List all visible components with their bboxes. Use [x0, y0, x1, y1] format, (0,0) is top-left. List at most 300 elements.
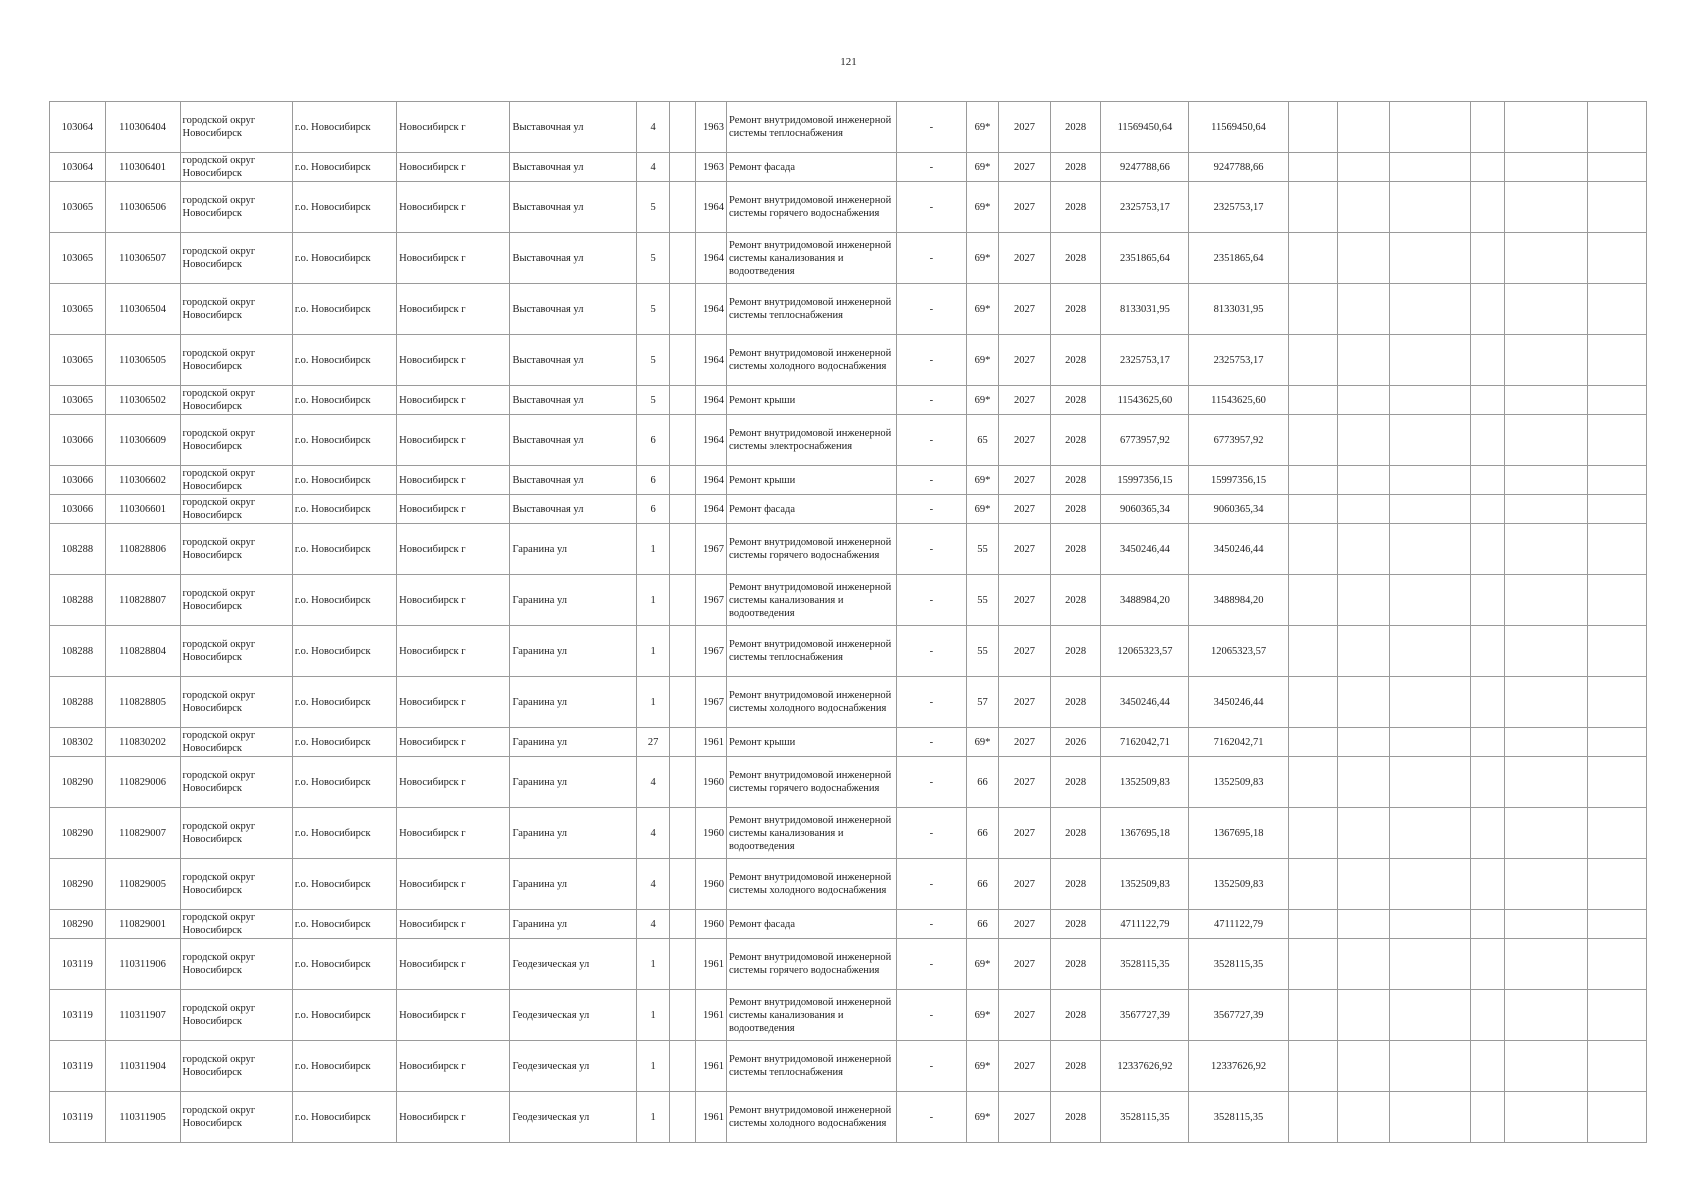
cell-work-type: Ремонт внутридомовой инженерной системы горячего водоснабжения [727, 524, 897, 575]
cell-plan-from: 2027 [999, 859, 1051, 910]
cell-city: Новосибирск г [397, 990, 510, 1041]
cell-municipality: городской округ Новосибирск [180, 495, 292, 524]
cell-plan-to: 2028 [1050, 466, 1101, 495]
cell-cost: 3528115,35 [1101, 939, 1189, 990]
cell-wear: 69* [966, 495, 998, 524]
cell-plan-from: 2027 [999, 182, 1051, 233]
cell-id: 103065 [50, 386, 106, 415]
cell-cost: 3488984,20 [1101, 575, 1189, 626]
cell-code: 110306506 [105, 182, 180, 233]
cell-street: Гаранина ул [510, 524, 637, 575]
cell-empty [1505, 466, 1588, 495]
cell-dash: - [897, 910, 967, 939]
cell-city: Новосибирск г [397, 575, 510, 626]
cell-plan-to: 2028 [1050, 182, 1101, 233]
cell-city: Новосибирск г [397, 386, 510, 415]
cell-id: 103066 [50, 466, 106, 495]
cell-building [670, 153, 695, 182]
cell-plan-from: 2027 [999, 757, 1051, 808]
cell-municipality: городской округ Новосибирск [180, 677, 292, 728]
cell-year: 1960 [695, 910, 726, 939]
table-row [50, 524, 1647, 575]
cell-city: Новосибирск г [397, 728, 510, 757]
cell-dash: - [897, 233, 967, 284]
cell-code: 110828805 [105, 677, 180, 728]
cell-id: 103066 [50, 415, 106, 466]
cell-year: 1964 [695, 386, 726, 415]
cell-building [670, 575, 695, 626]
cell-dash: - [897, 677, 967, 728]
cell-district: г.о. Новосибирск [292, 990, 396, 1041]
cell-code: 110828806 [105, 524, 180, 575]
cell-building [670, 102, 695, 153]
table-row [50, 466, 1647, 495]
cell-building [670, 859, 695, 910]
cell-cost-total: 2325753,17 [1189, 182, 1288, 233]
cell-year: 1963 [695, 102, 726, 153]
cell-empty [1505, 728, 1588, 757]
cell-district: г.о. Новосибирск [292, 335, 396, 386]
cell-wear: 65 [966, 415, 998, 466]
cell-plan-from: 2027 [999, 335, 1051, 386]
cell-dash: - [897, 859, 967, 910]
cell-wear: 57 [966, 677, 998, 728]
table-row [50, 677, 1647, 728]
cell-empty [1505, 386, 1588, 415]
cell-building [670, 990, 695, 1041]
cell-wear: 55 [966, 575, 998, 626]
cell-empty [1505, 1092, 1588, 1143]
cell-house: 4 [636, 808, 669, 859]
cell-empty [1288, 1041, 1338, 1092]
cell-year: 1961 [695, 939, 726, 990]
cell-cost-total: 15997356,15 [1189, 466, 1288, 495]
cell-empty [1505, 626, 1588, 677]
cell-plan-from: 2027 [999, 575, 1051, 626]
cell-empty [1505, 233, 1588, 284]
cell-wear: 66 [966, 910, 998, 939]
cell-empty [1470, 102, 1504, 153]
cell-empty [1470, 990, 1504, 1041]
cell-empty [1470, 415, 1504, 466]
cell-empty [1588, 495, 1647, 524]
cell-empty [1338, 910, 1390, 939]
table-row [50, 757, 1647, 808]
cell-plan-to: 2026 [1050, 728, 1101, 757]
table-row [50, 182, 1647, 233]
cell-code: 110830202 [105, 728, 180, 757]
cell-dash: - [897, 1092, 967, 1143]
cell-district: г.о. Новосибирск [292, 153, 396, 182]
cell-city: Новосибирск г [397, 335, 510, 386]
cell-empty [1505, 808, 1588, 859]
cell-plan-from: 2027 [999, 1041, 1051, 1092]
cell-street: Гаранина ул [510, 757, 637, 808]
cell-year: 1960 [695, 859, 726, 910]
cell-city: Новосибирск г [397, 524, 510, 575]
cell-wear: 69* [966, 990, 998, 1041]
cell-plan-to: 2028 [1050, 102, 1101, 153]
cell-dash: - [897, 415, 967, 466]
cell-dash: - [897, 524, 967, 575]
cell-plan-from: 2027 [999, 495, 1051, 524]
cell-year: 1967 [695, 677, 726, 728]
cell-empty [1288, 1092, 1338, 1143]
cell-id: 103119 [50, 939, 106, 990]
cell-id: 103065 [50, 233, 106, 284]
cell-empty [1588, 910, 1647, 939]
cell-city: Новосибирск г [397, 757, 510, 808]
cell-empty [1588, 939, 1647, 990]
cell-wear: 69* [966, 233, 998, 284]
cell-building [670, 284, 695, 335]
cell-plan-from: 2027 [999, 677, 1051, 728]
cell-work-type: Ремонт внутридомовой инженерной системы горячего водоснабжения [727, 939, 897, 990]
cell-cost: 2325753,17 [1101, 182, 1189, 233]
cell-empty [1505, 990, 1588, 1041]
cell-cost: 1352509,83 [1101, 859, 1189, 910]
cell-wear: 69* [966, 153, 998, 182]
cell-code: 110311904 [105, 1041, 180, 1092]
cell-city: Новосибирск г [397, 910, 510, 939]
cell-district: г.о. Новосибирск [292, 415, 396, 466]
cell-id: 103119 [50, 1041, 106, 1092]
cell-empty [1288, 757, 1338, 808]
cell-year: 1967 [695, 626, 726, 677]
cell-cost-total: 6773957,92 [1189, 415, 1288, 466]
cell-year: 1964 [695, 284, 726, 335]
cell-empty [1389, 284, 1470, 335]
table-row [50, 495, 1647, 524]
cell-id: 103119 [50, 990, 106, 1041]
cell-wear: 69* [966, 466, 998, 495]
cell-cost-total: 9247788,66 [1189, 153, 1288, 182]
cell-dash: - [897, 1041, 967, 1092]
cell-wear: 69* [966, 939, 998, 990]
cell-house: 1 [636, 939, 669, 990]
cell-dash: - [897, 102, 967, 153]
cell-id: 103065 [50, 284, 106, 335]
cell-cost: 12065323,57 [1101, 626, 1189, 677]
cell-building [670, 757, 695, 808]
cell-dash: - [897, 335, 967, 386]
cell-building [670, 335, 695, 386]
cell-municipality: городской округ Новосибирск [180, 939, 292, 990]
cell-city: Новосибирск г [397, 284, 510, 335]
cell-municipality: городской округ Новосибирск [180, 182, 292, 233]
table-row [50, 728, 1647, 757]
cell-plan-from: 2027 [999, 1092, 1051, 1143]
cell-empty [1389, 910, 1470, 939]
cell-empty [1389, 153, 1470, 182]
cell-empty [1389, 386, 1470, 415]
cell-empty [1288, 182, 1338, 233]
cell-id: 103119 [50, 1092, 106, 1143]
cell-empty [1505, 415, 1588, 466]
cell-code: 110828804 [105, 626, 180, 677]
cell-empty [1505, 939, 1588, 990]
page-number: 121 [840, 56, 857, 68]
cell-empty [1338, 859, 1390, 910]
cell-wear: 69* [966, 102, 998, 153]
table-row [50, 284, 1647, 335]
cell-year: 1964 [695, 182, 726, 233]
cell-code: 110306609 [105, 415, 180, 466]
cell-work-type: Ремонт внутридомовой инженерной системы холодного водоснабжения [727, 677, 897, 728]
cell-cost-total: 9060365,34 [1189, 495, 1288, 524]
cell-cost: 3450246,44 [1101, 524, 1189, 575]
cell-empty [1389, 939, 1470, 990]
cell-empty [1470, 1041, 1504, 1092]
cell-empty [1338, 990, 1390, 1041]
cell-empty [1338, 626, 1390, 677]
cell-dash: - [897, 757, 967, 808]
cell-work-type: Ремонт внутридомовой инженерной системы канализования и водоотведения [727, 575, 897, 626]
cell-year: 1960 [695, 808, 726, 859]
cell-empty [1338, 728, 1390, 757]
cell-district: г.о. Новосибирск [292, 1041, 396, 1092]
cell-cost-total: 1352509,83 [1189, 757, 1288, 808]
cell-empty [1588, 466, 1647, 495]
cell-municipality: городской округ Новосибирск [180, 524, 292, 575]
table-row [50, 1092, 1647, 1143]
cell-empty [1389, 859, 1470, 910]
cell-year: 1964 [695, 415, 726, 466]
cell-cost: 2351865,64 [1101, 233, 1189, 284]
cell-building [670, 386, 695, 415]
cell-work-type: Ремонт крыши [727, 386, 897, 415]
cell-empty [1389, 524, 1470, 575]
cell-work-type: Ремонт внутридомовой инженерной системы электроснабжения [727, 415, 897, 466]
cell-municipality: городской округ Новосибирск [180, 859, 292, 910]
cell-street: Геодезическая ул [510, 1092, 637, 1143]
cell-empty [1588, 233, 1647, 284]
cell-house: 1 [636, 524, 669, 575]
cell-district: г.о. Новосибирск [292, 859, 396, 910]
cell-building [670, 233, 695, 284]
cell-cost-total: 1367695,18 [1189, 808, 1288, 859]
cell-empty [1505, 182, 1588, 233]
cell-district: г.о. Новосибирск [292, 728, 396, 757]
cell-municipality: городской округ Новосибирск [180, 757, 292, 808]
cell-district: г.о. Новосибирск [292, 1092, 396, 1143]
cell-work-type: Ремонт внутридомовой инженерной системы теплоснабжения [727, 626, 897, 677]
cell-cost: 1367695,18 [1101, 808, 1189, 859]
cell-work-type: Ремонт внутридомовой инженерной системы горячего водоснабжения [727, 182, 897, 233]
cell-dash: - [897, 466, 967, 495]
cell-work-type: Ремонт внутридомовой инженерной системы теплоснабжения [727, 1041, 897, 1092]
cell-empty [1588, 153, 1647, 182]
cell-plan-to: 2028 [1050, 415, 1101, 466]
cell-year: 1961 [695, 1041, 726, 1092]
cell-work-type: Ремонт внутридомовой инженерной системы канализования и водоотведения [727, 808, 897, 859]
cell-wear: 66 [966, 808, 998, 859]
table-row [50, 153, 1647, 182]
table-row [50, 859, 1647, 910]
cell-year: 1961 [695, 1092, 726, 1143]
cell-district: г.о. Новосибирск [292, 284, 396, 335]
cell-empty [1338, 524, 1390, 575]
cell-empty [1338, 808, 1390, 859]
cell-code: 110829006 [105, 757, 180, 808]
cell-plan-from: 2027 [999, 910, 1051, 939]
cell-municipality: городской округ Новосибирск [180, 1041, 292, 1092]
cell-empty [1389, 626, 1470, 677]
cell-plan-from: 2027 [999, 990, 1051, 1041]
cell-cost: 9060365,34 [1101, 495, 1189, 524]
cell-empty [1470, 524, 1504, 575]
cell-street: Выставочная ул [510, 466, 637, 495]
cell-plan-to: 2028 [1050, 1041, 1101, 1092]
table-row [50, 335, 1647, 386]
cell-city: Новосибирск г [397, 677, 510, 728]
cell-plan-to: 2028 [1050, 284, 1101, 335]
cell-street: Выставочная ул [510, 335, 637, 386]
cell-empty [1505, 1041, 1588, 1092]
cell-empty [1338, 677, 1390, 728]
cell-plan-from: 2027 [999, 233, 1051, 284]
cell-empty [1338, 1041, 1390, 1092]
cell-municipality: городской округ Новосибирск [180, 466, 292, 495]
cell-empty [1470, 626, 1504, 677]
cell-empty [1505, 575, 1588, 626]
cell-id: 108302 [50, 728, 106, 757]
cell-municipality: городской округ Новосибирск [180, 233, 292, 284]
cell-empty [1288, 386, 1338, 415]
cell-cost-total: 11569450,64 [1189, 102, 1288, 153]
cell-district: г.о. Новосибирск [292, 939, 396, 990]
cell-code: 110306504 [105, 284, 180, 335]
cell-empty [1288, 990, 1338, 1041]
cell-empty [1389, 1092, 1470, 1143]
cell-plan-from: 2027 [999, 102, 1051, 153]
cell-house: 6 [636, 415, 669, 466]
cell-work-type: Ремонт фасада [727, 495, 897, 524]
cell-empty [1288, 466, 1338, 495]
cell-wear: 69* [966, 182, 998, 233]
cell-empty [1588, 1041, 1647, 1092]
cell-building [670, 182, 695, 233]
cell-empty [1288, 102, 1338, 153]
cell-cost-total: 7162042,71 [1189, 728, 1288, 757]
cell-work-type: Ремонт фасада [727, 910, 897, 939]
cell-year: 1961 [695, 990, 726, 1041]
cell-district: г.о. Новосибирск [292, 808, 396, 859]
cell-city: Новосибирск г [397, 102, 510, 153]
cell-id: 103064 [50, 153, 106, 182]
cell-street: Геодезическая ул [510, 1041, 637, 1092]
cell-wear: 69* [966, 386, 998, 415]
cell-empty [1470, 728, 1504, 757]
cell-work-type: Ремонт внутридомовой инженерной системы канализования и водоотведения [727, 990, 897, 1041]
cell-house: 5 [636, 335, 669, 386]
cell-dash: - [897, 153, 967, 182]
cell-cost: 1352509,83 [1101, 757, 1189, 808]
cell-work-type: Ремонт внутридомовой инженерной системы теплоснабжения [727, 102, 897, 153]
cell-plan-to: 2028 [1050, 1092, 1101, 1143]
cell-empty [1389, 182, 1470, 233]
cell-empty [1505, 335, 1588, 386]
cell-empty [1338, 1092, 1390, 1143]
cell-cost-total: 11543625,60 [1189, 386, 1288, 415]
cell-municipality: городской округ Новосибирск [180, 728, 292, 757]
cell-house: 27 [636, 728, 669, 757]
cell-empty [1338, 182, 1390, 233]
cell-id: 103066 [50, 495, 106, 524]
cell-street: Выставочная ул [510, 415, 637, 466]
cell-dash: - [897, 808, 967, 859]
cell-plan-to: 2028 [1050, 386, 1101, 415]
cell-empty [1389, 102, 1470, 153]
cell-street: Геодезическая ул [510, 939, 637, 990]
cell-municipality: городской округ Новосибирск [180, 284, 292, 335]
cell-house: 6 [636, 466, 669, 495]
cell-empty [1588, 386, 1647, 415]
cell-street: Выставочная ул [510, 102, 637, 153]
cell-empty [1389, 677, 1470, 728]
table-row [50, 910, 1647, 939]
cell-empty [1338, 284, 1390, 335]
cell-house: 4 [636, 153, 669, 182]
cell-empty [1338, 939, 1390, 990]
cell-plan-from: 2027 [999, 386, 1051, 415]
cell-cost-total: 3488984,20 [1189, 575, 1288, 626]
cell-street: Геодезическая ул [510, 990, 637, 1041]
cell-plan-from: 2027 [999, 808, 1051, 859]
cell-code: 110828807 [105, 575, 180, 626]
cell-plan-to: 2028 [1050, 990, 1101, 1041]
cell-house: 1 [636, 1092, 669, 1143]
cell-empty [1389, 495, 1470, 524]
cell-year: 1967 [695, 524, 726, 575]
cell-code: 110311905 [105, 1092, 180, 1143]
cell-plan-to: 2028 [1050, 677, 1101, 728]
cell-plan-to: 2028 [1050, 575, 1101, 626]
cell-cost-total: 3567727,39 [1189, 990, 1288, 1041]
cell-year: 1961 [695, 728, 726, 757]
cell-code: 110311906 [105, 939, 180, 990]
cell-wear: 66 [966, 859, 998, 910]
cell-plan-from: 2027 [999, 626, 1051, 677]
cell-work-type: Ремонт внутридомовой инженерной системы канализования и водоотведения [727, 233, 897, 284]
cell-cost-total: 1352509,83 [1189, 859, 1288, 910]
cell-city: Новосибирск г [397, 153, 510, 182]
cell-empty [1470, 939, 1504, 990]
cell-city: Новосибирск г [397, 1092, 510, 1143]
cell-cost-total: 8133031,95 [1189, 284, 1288, 335]
cell-empty [1288, 859, 1338, 910]
cell-empty [1338, 102, 1390, 153]
cell-cost-total: 12065323,57 [1189, 626, 1288, 677]
cell-empty [1470, 466, 1504, 495]
cell-empty [1338, 335, 1390, 386]
cell-wear: 69* [966, 728, 998, 757]
cell-empty [1588, 102, 1647, 153]
cell-municipality: городской округ Новосибирск [180, 990, 292, 1041]
cell-empty [1470, 575, 1504, 626]
cell-cost-total: 2325753,17 [1189, 335, 1288, 386]
cell-year: 1964 [695, 233, 726, 284]
cell-cost: 9247788,66 [1101, 153, 1189, 182]
cell-municipality: городской округ Новосибирск [180, 386, 292, 415]
cell-house: 1 [636, 990, 669, 1041]
cell-code: 110829005 [105, 859, 180, 910]
cell-dash: - [897, 626, 967, 677]
cell-street: Выставочная ул [510, 233, 637, 284]
cell-empty [1288, 415, 1338, 466]
table-row [50, 626, 1647, 677]
cell-empty [1588, 284, 1647, 335]
